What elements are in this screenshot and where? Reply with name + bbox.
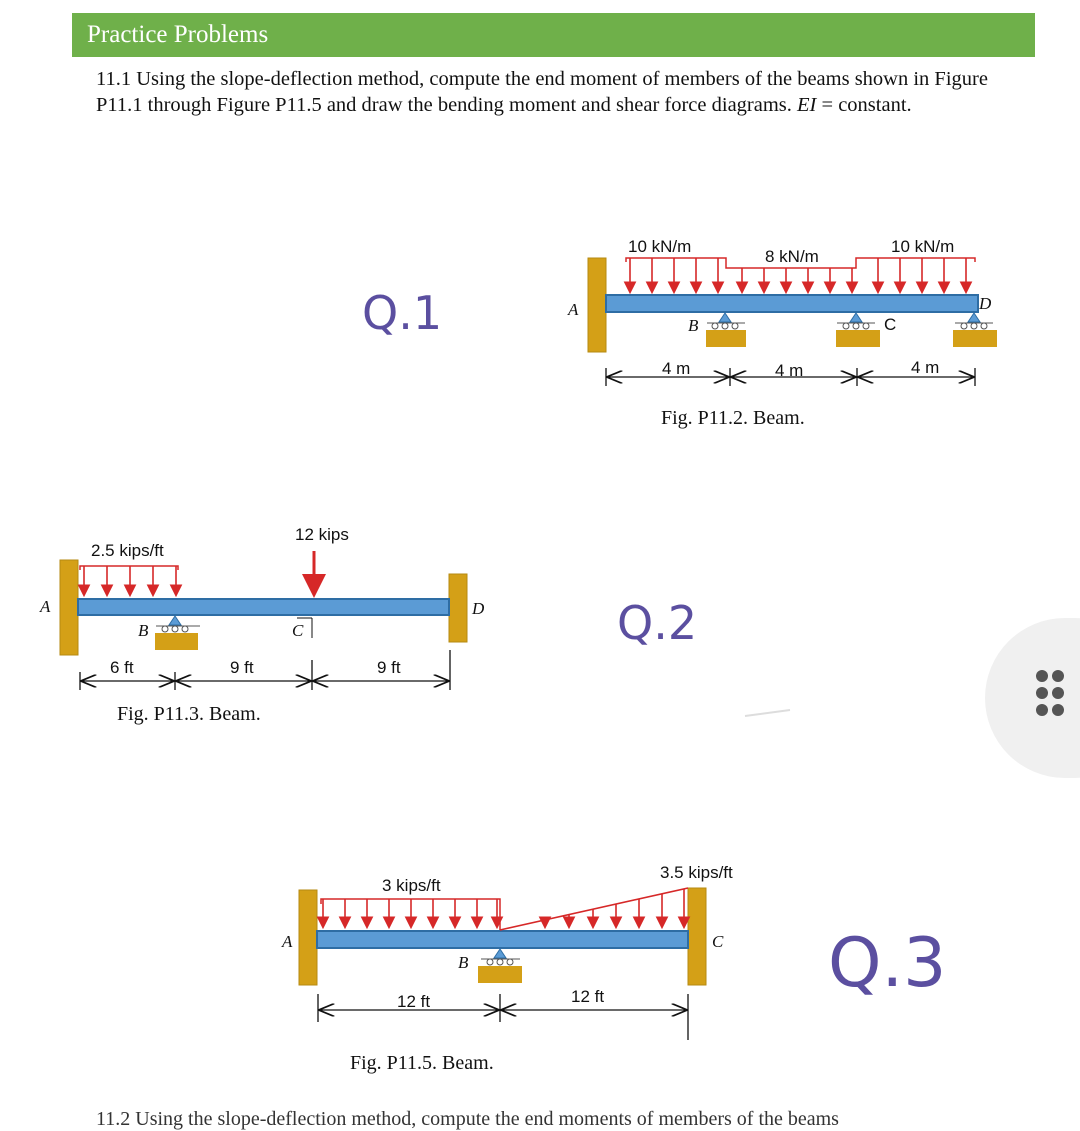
question-label-3: Q.3	[828, 924, 947, 1003]
fig2-point-c: C	[884, 315, 897, 334]
fig5-span-1: 12 ft	[397, 992, 431, 1011]
fixed-support-a	[588, 258, 606, 352]
question-label-2: Q.2	[617, 596, 698, 650]
fig5-uniform-load: 3 kips/ft	[382, 876, 441, 895]
fig3-span-3: 9 ft	[377, 658, 401, 677]
fixed-support-a3	[60, 560, 78, 655]
fig2-span-2: 4 m	[775, 361, 804, 380]
roller-support-c	[836, 313, 880, 347]
fig3-span-2: 9 ft	[230, 658, 254, 677]
fixed-support-a5	[299, 890, 317, 985]
fig5-tri-load: 3.5 kips/ft	[660, 863, 733, 882]
fig5-point-c: C	[712, 932, 724, 951]
beam-p11-5	[317, 931, 688, 948]
fig3-point-d: D	[472, 599, 485, 618]
next-problem-partial: 11.2 Using the slope-deflection method, compute the end moments of members of the beams	[96, 1108, 839, 1130]
fig5-span-2: 12 ft	[571, 987, 605, 1006]
fig3-point-b: B	[138, 621, 149, 640]
problem-text-end: = constant.	[816, 94, 912, 116]
menu-dots-icon[interactable]	[1036, 670, 1076, 730]
problem-ei: EI	[797, 94, 817, 116]
fig2-load-3: 10 kN/m	[891, 237, 955, 256]
dimension-p11-5	[318, 994, 688, 1040]
load-arrows-p11-3	[84, 566, 176, 594]
beam-p11-3	[78, 599, 449, 615]
fig5-point-a: A	[282, 932, 293, 951]
roller-support-b	[706, 313, 746, 347]
fig2-span-1: 4 m	[662, 359, 691, 378]
fig3-span-1: 6 ft	[110, 658, 134, 677]
fig2-caption: Fig. P11.2. Beam.	[661, 407, 805, 429]
section-title: Practice Problems	[87, 21, 269, 48]
fixed-support-c5	[688, 888, 706, 985]
beam-p11-2	[606, 295, 978, 312]
roller-support-d	[953, 313, 997, 347]
fig3-point-load: 12 kips	[295, 525, 349, 544]
uniform-load-arrows	[323, 899, 497, 926]
fig2-span-3: 4 m	[911, 358, 940, 377]
question-label-1: Q.1	[362, 286, 443, 340]
fig5-point-b: B	[458, 953, 469, 972]
fig2-point-b: B	[688, 316, 699, 335]
fig3-point-c: C	[292, 621, 304, 640]
problem-text: 11.1 Using the slope-deflection method, compute the end moment of members of the beams shown in Figure P11.1 through Figure P11.5 and draw the bending moment and shear force diagrams.	[96, 68, 988, 116]
roller-support-b3	[155, 616, 200, 650]
fig5-caption: Fig. P11.5. Beam.	[350, 1052, 494, 1074]
fig2-load-2: 8 kN/m	[765, 247, 819, 266]
roller-support-b5	[478, 949, 522, 983]
fig3-point-a: A	[40, 597, 51, 616]
fig2-load-1: 10 kN/m	[628, 237, 692, 256]
fixed-support-d3	[449, 574, 467, 642]
fig3-dist-load: 2.5 kips/ft	[91, 541, 164, 560]
triangular-load-arrows	[545, 889, 684, 926]
fig2-point-a: A	[568, 300, 579, 319]
fig2-point-d: D	[979, 294, 992, 313]
figure-p11-5	[299, 888, 706, 1040]
fig3-caption: Fig. P11.3. Beam.	[117, 703, 261, 725]
